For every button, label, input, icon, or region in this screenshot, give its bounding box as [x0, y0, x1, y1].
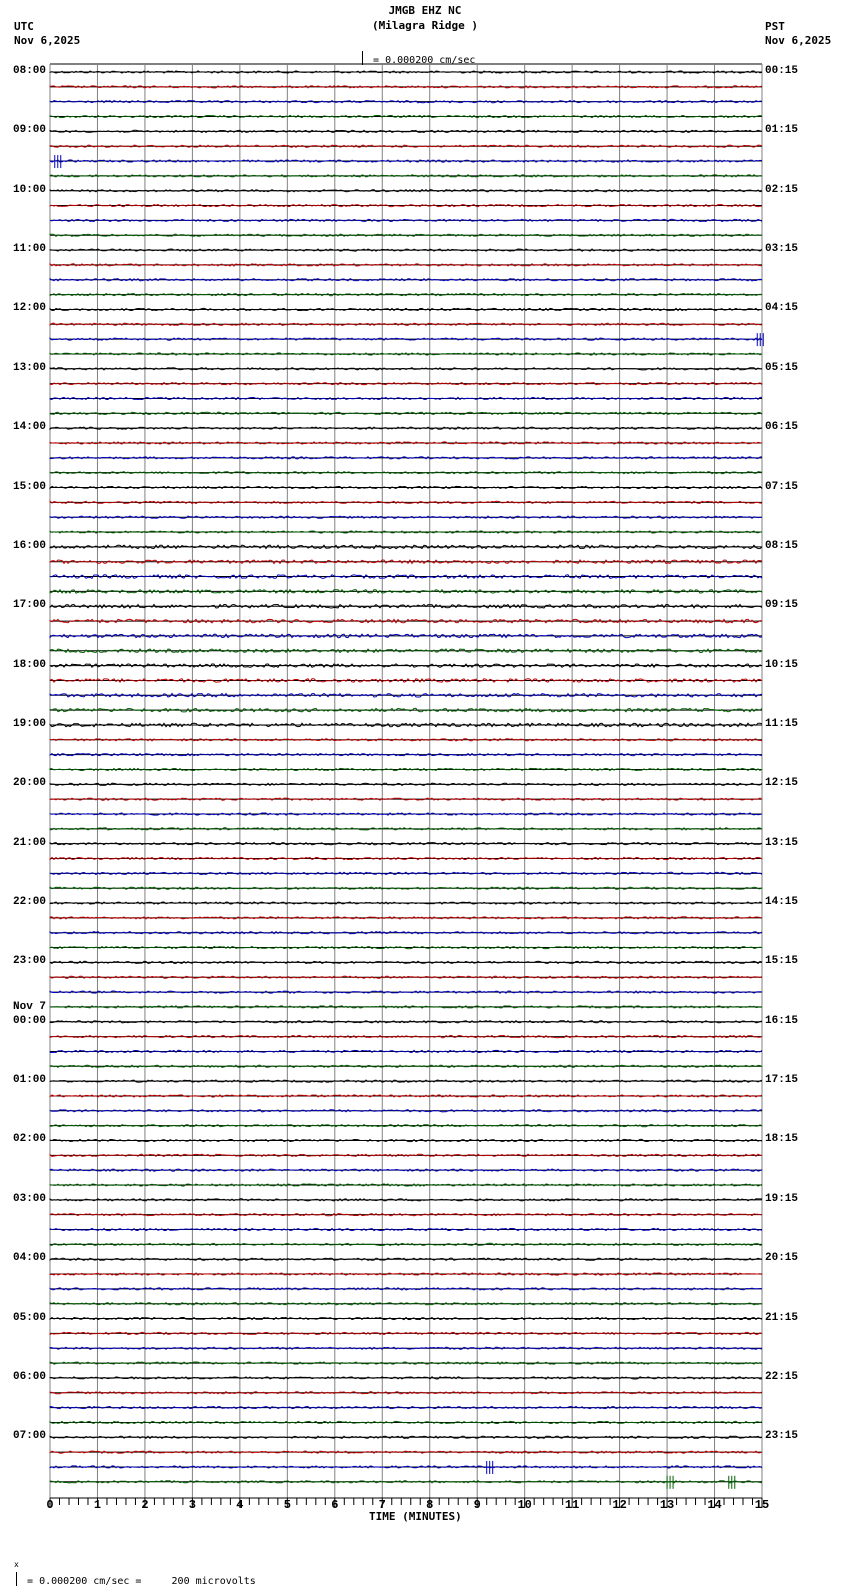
seismic-trace — [50, 1139, 762, 1141]
utc-hour-label: 06:00 — [13, 1370, 47, 1383]
pst-hour-label: 12:15 — [765, 777, 799, 790]
pst-hour-label: 16:15 — [765, 1014, 799, 1027]
x-tick-label: 10 — [517, 1498, 532, 1512]
x-tick-label: 9 — [473, 1498, 481, 1512]
seismic-trace — [50, 1169, 762, 1171]
pst-hour-label: 06:15 — [765, 421, 799, 434]
utc-hour-label: 18:00 — [13, 658, 47, 671]
utc-hour-label: 09:00 — [13, 124, 47, 137]
utc-hour-label: 04:00 — [13, 1252, 47, 1265]
pst-hour-label: 22:15 — [765, 1370, 799, 1383]
pst-hour-label: 17:15 — [765, 1074, 799, 1087]
utc-hour-label: 15:00 — [13, 480, 47, 493]
pst-hour-label: 08:15 — [765, 539, 799, 552]
pst-hour-label: 20:15 — [765, 1252, 799, 1265]
utc-hour-label: 21:00 — [13, 836, 47, 849]
pst-hour-label: 13:15 — [765, 836, 799, 849]
seismic-trace — [50, 976, 762, 978]
seismic-trace — [50, 1421, 762, 1423]
seismic-trace — [50, 1154, 762, 1156]
x-tick-label: 12 — [612, 1498, 627, 1512]
seismic-trace — [50, 932, 762, 934]
utc-hour-label: 14:00 — [13, 421, 47, 434]
seismic-trace — [50, 1243, 762, 1245]
x-tick-label: 1 — [93, 1498, 102, 1512]
utc-hour-label: 19:00 — [13, 717, 47, 730]
utc-hour-label: 05:00 — [13, 1311, 47, 1324]
utc-hour-label: 12:00 — [13, 302, 47, 315]
pst-hour-label: 01:15 — [765, 124, 799, 137]
right-timezone: PST — [765, 20, 785, 33]
seismic-trace — [50, 338, 762, 340]
x-tick-label: 8 — [426, 1498, 434, 1512]
seismic-trace — [50, 991, 762, 993]
x-tick-label: 13 — [659, 1498, 675, 1512]
pst-hour-label: 02:15 — [765, 183, 799, 196]
pst-hour-label: 15:15 — [765, 955, 799, 968]
utc-hour-label: 17:00 — [13, 599, 47, 612]
x-tick-label: 3 — [188, 1498, 196, 1512]
x-tick-label: 11 — [564, 1498, 580, 1512]
left-timezone: UTC — [14, 20, 34, 33]
seismic-trace — [50, 1228, 762, 1230]
footer-scale — [2, 1548, 256, 1587]
pst-hour-label: 04:15 — [765, 302, 799, 315]
pst-hour-label: 21:15 — [765, 1311, 799, 1324]
station-location: (Milagra Ridge ) — [372, 19, 478, 32]
seismic-trace — [50, 175, 762, 177]
seismic-trace — [50, 1021, 762, 1023]
x-tick-label: 0 — [46, 1498, 54, 1512]
pst-hour-label: 11:15 — [765, 717, 799, 730]
utc-hour-label: 20:00 — [13, 777, 47, 790]
pst-hour-label: 23:15 — [765, 1430, 799, 1443]
x-axis-title: TIME (MINUTES) — [369, 1510, 462, 1523]
pst-hour-label: 14:15 — [765, 896, 799, 909]
utc-hour-label: 08:00 — [13, 65, 47, 77]
x-tick-label: 5 — [283, 1498, 291, 1512]
pst-hour-label: 05:15 — [765, 361, 799, 374]
x-tick-label: 14 — [707, 1498, 722, 1512]
seismic-trace — [50, 560, 762, 564]
footer-scale-text: = 0.000200 cm/sec = 200 microvolts — [27, 1576, 256, 1587]
seismic-trace — [50, 739, 762, 741]
utc-hour-label: 02:00 — [13, 1133, 47, 1146]
left-date: Nov 6,2025 — [14, 34, 81, 47]
footer-prefix: x — [14, 1560, 19, 1569]
seismic-trace — [50, 1392, 762, 1394]
utc-hour-label: 13:00 — [13, 361, 47, 374]
utc-hour-label: 16:00 — [13, 539, 47, 552]
pst-hour-label: 03:15 — [765, 243, 799, 256]
x-tick-label: 7 — [378, 1498, 386, 1512]
seismic-trace — [50, 1407, 762, 1409]
pst-hour-label: 07:15 — [765, 480, 799, 493]
date-change-label: Nov 7 — [13, 1000, 47, 1013]
right-date: Nov 6,2025 — [765, 34, 832, 47]
seismic-trace — [50, 71, 762, 73]
utc-hour-label: 11:00 — [13, 243, 47, 256]
pst-hour-label: 19:15 — [765, 1192, 799, 1205]
utc-hour-label: 01:00 — [13, 1074, 47, 1087]
pst-hour-label: 09:15 — [765, 599, 799, 612]
utc-hour-label: 03:00 — [13, 1192, 47, 1205]
pst-hour-label: 18:15 — [765, 1133, 799, 1146]
seismic-trace — [50, 427, 762, 429]
utc-hour-label: 23:00 — [13, 955, 47, 968]
utc-hour-label: 10:00 — [13, 183, 47, 196]
utc-hour-label: 00:00 — [13, 1014, 47, 1027]
station-title: JMGB EHZ NC — [388, 4, 462, 17]
x-tick-label: 4 — [236, 1498, 244, 1512]
x-tick-label: 6 — [331, 1498, 339, 1512]
utc-hour-label: 07:00 — [13, 1430, 47, 1443]
pst-hour-label: 10:15 — [765, 658, 799, 671]
scale-text: = 0.000200 cm/sec — [373, 55, 476, 66]
utc-hour-label: 22:00 — [13, 896, 47, 909]
seismic-trace — [50, 902, 762, 904]
pst-hour-label: 00:15 — [765, 65, 799, 77]
x-tick-label: 2 — [141, 1498, 149, 1512]
x-tick-label: 15 — [754, 1498, 770, 1512]
